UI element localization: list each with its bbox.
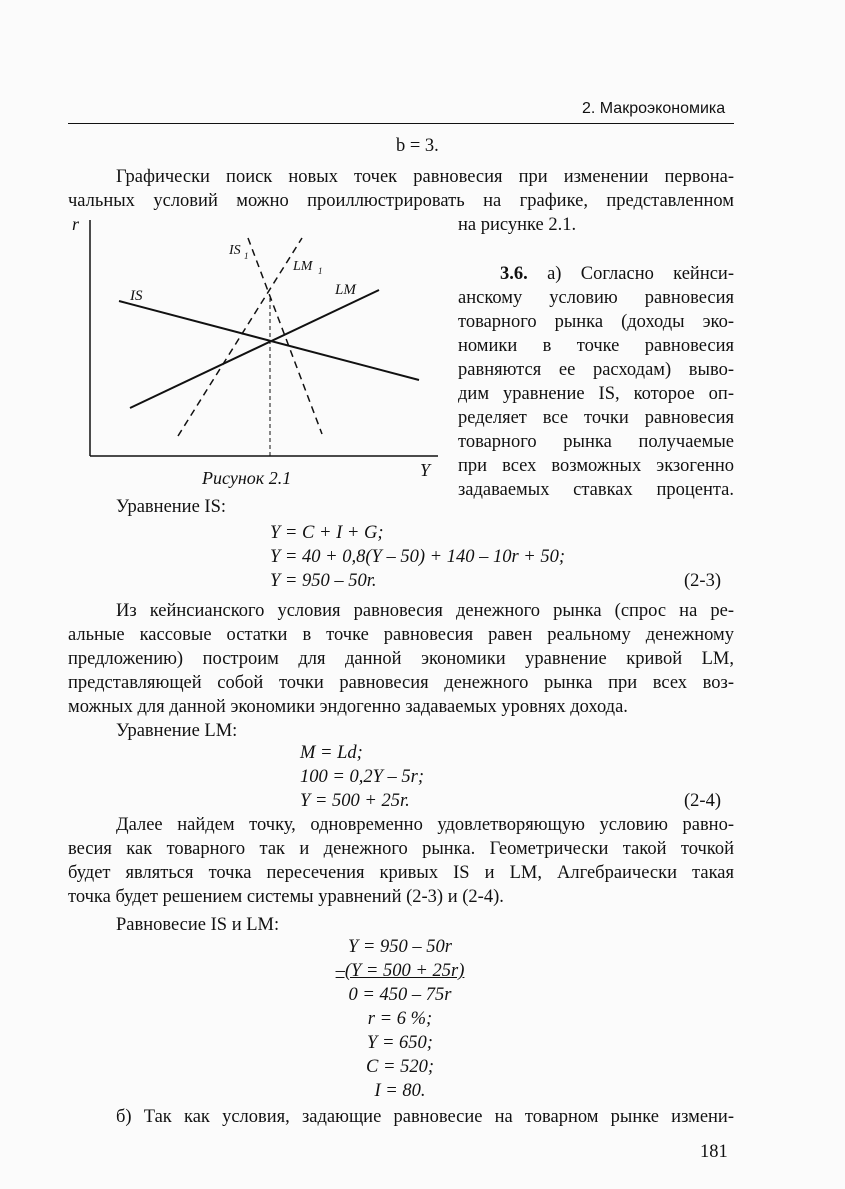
side-line-3: товарного рынка (доходы эко- <box>458 312 734 332</box>
lm1-subscript: 1 <box>318 266 323 276</box>
lm-para-line-3: предложению) построим для данной экономики уравнение кривой LM, <box>68 649 734 669</box>
side-line-8: товарного рынка получаемые <box>458 432 734 452</box>
eq-para-line-2: весия как товарного так и денежного рынка. Геометрически такой точкой <box>68 839 734 859</box>
intro-line-3: на рисунке 2.1. <box>458 215 577 235</box>
lm-label: LM <box>335 282 356 298</box>
lm-para-line-5: можных для данной экономики эндогенно задаваемых уровнях дохода. <box>68 697 628 717</box>
system-line-6: C = 520; <box>366 1057 434 1077</box>
figure-caption: Рисунок 2.1 <box>202 468 292 488</box>
figure-2-1 <box>60 212 445 502</box>
problem-number: 3.6. <box>500 264 528 284</box>
system-line-4: r = 6 %; <box>367 1009 433 1029</box>
is-curve <box>119 301 419 380</box>
is1-subscript: 1 <box>244 251 249 261</box>
r-axis-label: r <box>72 214 80 234</box>
lm-eq-2: 100 = 0,2Y – 5r; <box>300 767 425 787</box>
eq-number-2-3: (2-3) <box>684 571 721 591</box>
side-line-7: ределяет все точки равновесия <box>458 408 734 428</box>
eq-para-line-1: Далее найдем точку, одновременно удовлетворяющую условию равно- <box>116 815 734 835</box>
lm-para-line-4: представляющей собой точки равновесия денежного рынка при всех воз- <box>68 673 734 693</box>
intro-line-2: чальных условий можно проиллюстрировать на графике, представленном <box>68 191 734 211</box>
intro-line-1: Графически поиск новых точек равновесия при изменении первона- <box>116 167 734 187</box>
equilibrium-heading: Равновесие IS и LM: <box>116 915 280 935</box>
side-line-10: задаваемых ставках процента. <box>458 480 734 500</box>
lm1-curve <box>178 238 302 436</box>
lm-para-line-1: Из кейнсианского условия равновесия денежного рынка (спрос на ре- <box>116 601 734 621</box>
lm-heading: Уравнение LM: <box>116 721 238 741</box>
page-number: 181 <box>700 1142 728 1162</box>
side-line-2: анскому условию равновесия <box>458 288 734 308</box>
is1-label: IS <box>229 243 241 258</box>
eq-number-2-4: (2-4) <box>684 791 721 811</box>
system-line-3: 0 = 450 – 75r <box>348 985 452 1005</box>
top-equation: b = 3. <box>396 136 439 156</box>
header-rule <box>68 123 734 124</box>
y-axis-label: Y <box>420 460 431 480</box>
is-heading: Уравнение IS: <box>116 497 227 517</box>
lm-curve <box>130 290 379 408</box>
side-line-9: при всех возможных экзогенно <box>458 456 734 476</box>
lm-eq-1: M = Ld; <box>300 743 363 763</box>
is-eq-1: Y = C + I + G; <box>270 523 384 543</box>
is-eq-3: Y = 950 – 50r. <box>270 571 377 591</box>
system-line-2: –(Y = 500 + 25r) <box>335 961 465 981</box>
lm-para-line-2: альные кассовые остатки в точке равновесия равен реальному денежному <box>68 625 734 645</box>
eq-para-line-4: точка будет решением системы уравнений (2-3) и (2-4). <box>68 887 504 907</box>
is-label: IS <box>130 288 143 304</box>
side-line-5: равняются ее расходам) выво- <box>458 360 734 380</box>
side-line-6: дим уравнение IS, которое оп- <box>458 384 734 404</box>
is-eq-2: Y = 40 + 0,8(Y – 50) + 140 – 10r + 50; <box>270 547 566 567</box>
side-line-4: номики в точке равновесия <box>458 336 734 356</box>
system-line-7: I = 80. <box>374 1081 426 1101</box>
side-line-1: 3.6. а) Согласно кейнси- <box>500 264 734 284</box>
system-line-1: Y = 950 – 50r <box>348 937 452 957</box>
running-header: 2. Макроэкономика <box>582 100 726 117</box>
lm-eq-3: Y = 500 + 25r. <box>300 791 410 811</box>
eq-para-line-3: будет являться точка пересечения кривых IS и LM, Алгебраически такая <box>68 863 734 883</box>
last-line: б) Так как условия, задающие равновесие на товарном рынке измени- <box>116 1107 734 1127</box>
lm1-label: LM <box>293 259 313 274</box>
system-line-5: Y = 650; <box>367 1033 433 1053</box>
